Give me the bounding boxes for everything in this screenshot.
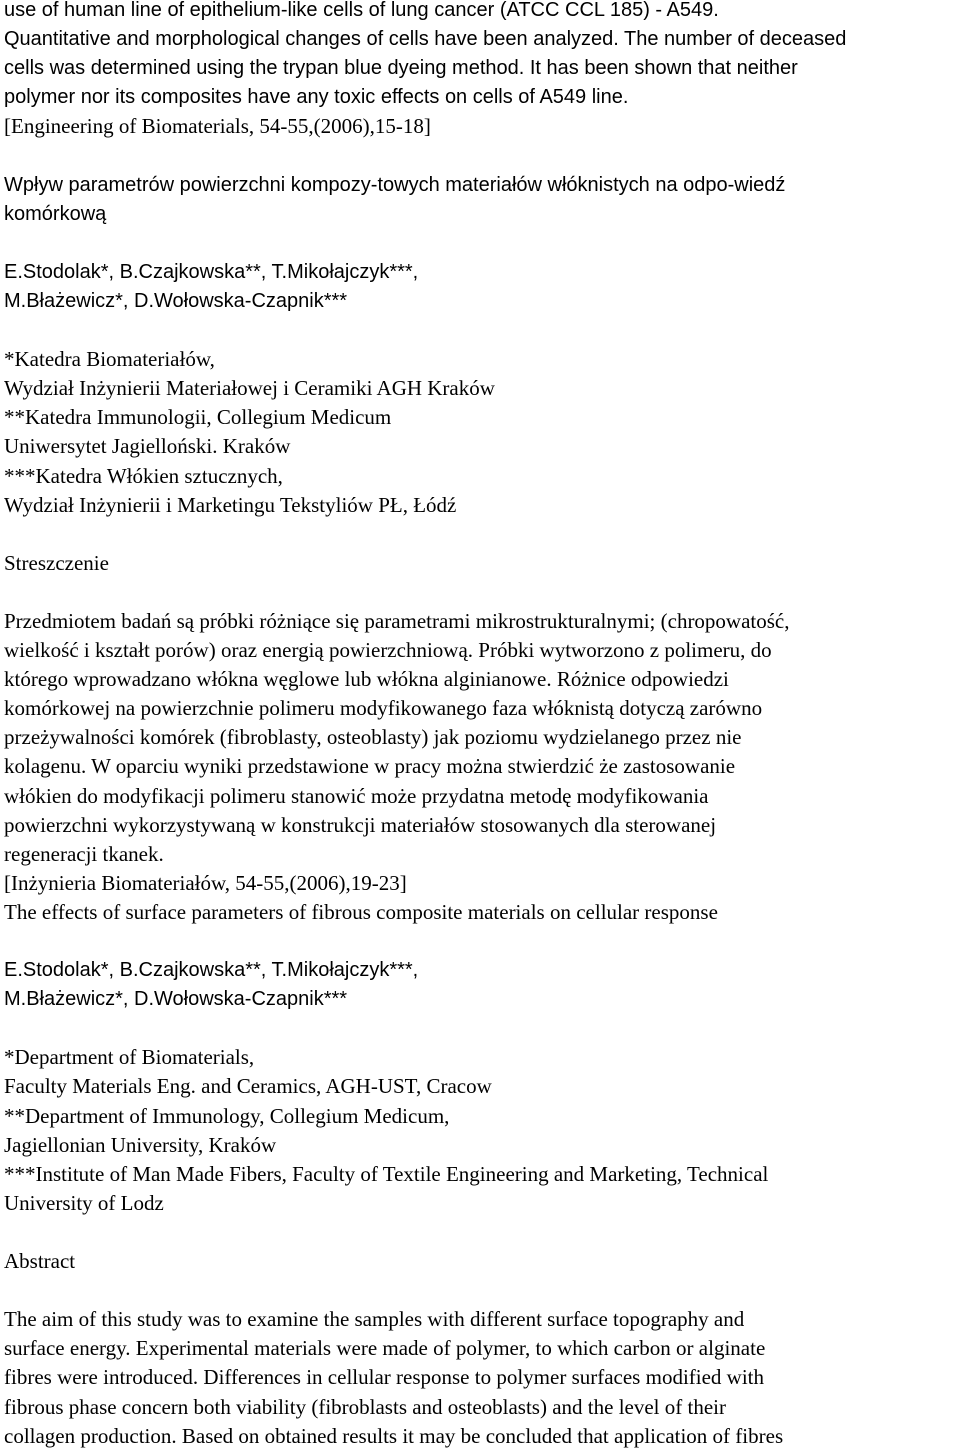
- text-line: The aim of this study was to examine the samples with different surface topography and: [4, 1307, 745, 1332]
- text-line: M.Błażewicz*, D.Wołowska-Czapnik***: [4, 988, 348, 1011]
- text-line: Abstract: [4, 1249, 76, 1274]
- text-line: **Department of Immunology, Collegium Medicum,: [4, 1103, 450, 1128]
- text-line: polymer nor its composites have any toxic effects on cells of A549 line.: [4, 86, 629, 109]
- text-line: którego wprowadzano włókna węglowe lub włókna alginianowe. Różnice odpowiedzi: [4, 667, 729, 692]
- text-line: **Katedra Immunologii, Collegium Medicum: [4, 405, 392, 430]
- heading-en: [4, 1247, 960, 1276]
- text-line: collagen production. Based on obtained results it may be concluded that application of fibres: [4, 1423, 784, 1448]
- text-line: M.Błażewicz*, D.Wołowska-Czapnik***: [4, 289, 348, 312]
- text-line: *Department of Biomaterials,: [4, 1045, 255, 1070]
- text-line: E.Stodolak*, B.Czajkowska**, T.Mikołajczyk***,: [4, 959, 419, 982]
- paragraph-gap: [4, 1276, 960, 1305]
- text-line: Quantitative and morphological changes of cells have been analyzed. The number of deceased: [4, 28, 847, 51]
- text-line: włókien do modyfikacji polimeru stanowić może przydatna metodę modyfikowania: [4, 783, 709, 808]
- text-line: cells was determined using the trypan blue dyeing method. It has been shown that neither: [4, 57, 798, 80]
- paragraph-gap: [4, 520, 960, 549]
- paragraph-gap: [4, 316, 960, 345]
- abstract-en-2: [4, 1305, 960, 1450]
- affiliations-pl: [4, 345, 960, 520]
- text-line: [Engineering of Biomaterials, 54-55,(2006),15-18]: [4, 114, 431, 139]
- text-line: komórkowej na powierzchnie polimeru modyfikowanego faza włóknistą dotyczą zarówno: [4, 696, 763, 721]
- text-line: Jagiellonian University, Kraków: [4, 1132, 277, 1157]
- affiliations-en: [4, 1043, 960, 1218]
- text-line: Faculty Materials Eng. and Ceramics, AGH-UST, Cracow: [4, 1074, 492, 1099]
- text-line: Streszczenie: [4, 550, 109, 575]
- authors-en: [4, 956, 960, 1014]
- text-line: Uniwersytet Jagielloński. Kraków: [4, 434, 291, 459]
- paragraph-gap: [4, 229, 960, 258]
- text-line: kolagenu. W oparciu wyniki przedstawione w pracy można stwierdzić że zastosowanie: [4, 754, 736, 779]
- text-line: use of human line of epithelium-like cells of lung cancer (ATCC CCL 185) - A549.: [4, 0, 719, 21]
- paragraph-gap: [4, 1014, 960, 1043]
- paragraph-gap: [4, 141, 960, 170]
- text-line: komórkową: [4, 202, 107, 225]
- document-page: [4, 0, 960, 1451]
- text-line: ***Katedra Włókien sztucznych,: [4, 463, 283, 488]
- text-line: University of Lodz: [4, 1190, 164, 1215]
- text-line: przeżywalności komórek (fibroblasty, osteoblasty) jak poziomu wydzielanego przez nie: [4, 725, 742, 750]
- text-line: fibres were introduced. Differences in cellular response to polymer surfaces modified with: [4, 1365, 765, 1390]
- authors-pl: [4, 258, 960, 316]
- text-line: Wpływ parametrów powierzchni kompozy-towych materiałów włóknistych na odpo-wiedź: [4, 173, 786, 196]
- text-line: ***Institute of Man Made Fibers, Faculty of Textile Engineering and Marketing, Technical: [4, 1161, 769, 1186]
- text-line: wielkość i kształt porów) oraz energią powierzchniową. Próbki wytworzono z polimeru, do: [4, 638, 772, 663]
- paragraph-gap: [4, 1218, 960, 1247]
- text-line: Wydział Inżynierii Materiałowej i Ceramiki AGH Kraków: [4, 376, 495, 401]
- text-line: *Katedra Biomateriałów,: [4, 347, 215, 372]
- text-line: Przedmiotem badań są próbki różniące się parametrami mikrostrukturalnymi; (chropowatość,: [4, 608, 790, 633]
- text-line: Wydział Inżynierii i Marketingu Tekstyliów PŁ, Łódź: [4, 492, 457, 517]
- paragraph-gap: [4, 578, 960, 607]
- text-line: E.Stodolak*, B.Czajkowska**, T.Mikołajczyk***,: [4, 260, 419, 283]
- abstract-en-1-tail: [4, 0, 960, 141]
- heading-pl: [4, 549, 960, 578]
- text-line: powierzchni wykorzystywaną w konstrukcji materiałów stosowanych dla sterowanej: [4, 812, 717, 837]
- text-line: fibrous phase concern both viability (fibroblasts and osteoblasts) and the level of their: [4, 1394, 726, 1419]
- abstract-pl: [4, 607, 960, 927]
- text-line: surface energy. Experimental materials were made of polymer, to which carbon or alginate: [4, 1336, 766, 1361]
- text-line: [Inżynieria Biomateriałów, 54-55,(2006),19-23]: [4, 870, 407, 895]
- text-line: regeneracji tkanek.: [4, 841, 164, 866]
- paragraph-gap: [4, 927, 960, 956]
- text-line: The effects of surface parameters of fibrous composite materials on cellular response: [4, 899, 718, 924]
- title-pl: [4, 171, 960, 229]
